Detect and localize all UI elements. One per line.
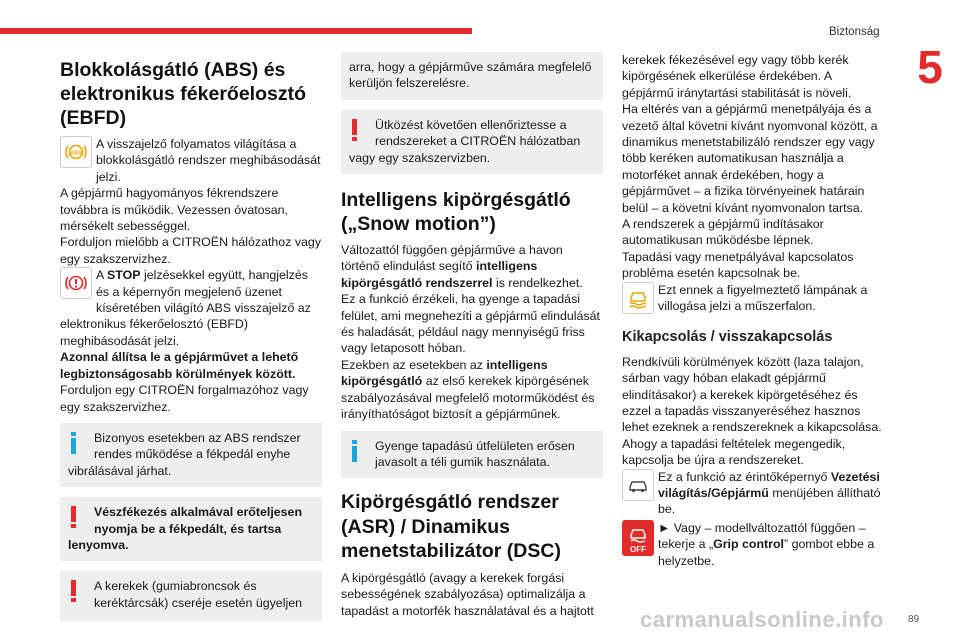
asr-lamp-text: Ezt ennek a figyelmeztető lámpának a villogása jelzi a műszerfalon. xyxy=(658,282,868,314)
warning-box-wheels xyxy=(60,571,322,621)
grip-control-block xyxy=(622,520,884,569)
ebfd-text: A STOP jelzésekkel együtt, hangjelzés és a képernyőn megjelenő üzenet kíséretében világító ABS visszajelző az elektronikus fékerőelosztó (EBFD) meghibásodását jelzi. xyxy=(60,268,311,348)
info-icon xyxy=(349,438,369,470)
asr-text-3: Ha eltérés van a gépjármű menetpályája és a vezető által követni kívánt nyomvonal között, a dinamikus menetstabilizáló rendszer egy vagy több keréken automatikusan használja a motorféket annak érdekében, hogy a gépjárművet – a fizika törvényeinek határain belül – a követni kívánt nyomvonalon tartsa. xyxy=(622,102,878,215)
column-1 xyxy=(60,58,322,631)
info-box-winter-tyres xyxy=(341,431,603,479)
watermark: carmanualsonline.info xyxy=(640,607,884,632)
warning-box-emergency-braking xyxy=(60,497,322,561)
brake-warning-icon xyxy=(60,267,92,299)
abs-text-2: A gépjármű hagyományos fékrendszere továbbra is működik. Vezessen óvatosan, mérsékelt sebességgel. xyxy=(60,186,288,234)
snow-motion-text-2: Ez a funkció érzékeli, ha gyenge a tapadási felület, ami megnehezíti a gépjármű elindulását és haladását, például nagy mennyiségű friss vagy letaposott hóban. xyxy=(341,292,600,356)
abs-text-3: Forduljon mielőbb a CITROËN hálózathoz vagy egy szakszervizhez. xyxy=(60,235,322,266)
info-box-text: Bizonyos esetekben az ABS rendszer rendes működése a fékpedál enyhe vibrálásával járhat. xyxy=(68,430,301,478)
warning-icon xyxy=(68,578,88,610)
asr-text-5: Tapadási vagy menetpályával kapcsolatos probléma esetén kapcsolnak be. xyxy=(622,249,854,281)
asr-text-1: A kipörgésgátló (avagy a kerekek forgási sebességének szabályozása) optimalizálja a tapadást a motorfék használatával és a hajtott xyxy=(341,570,594,618)
deactivation-text-1: Rendkívüli körülmények között (laza talajon, sárban vagy hóban elakadt gépjármű elindításakor) a kerekek kipörgetéséhez és ezzel a tapadás visszanyeréséhez hasznos lehet ezeknek a rendszereknek a kikapcsolása. xyxy=(622,354,882,435)
header-red-bar xyxy=(0,28,472,34)
warning-box-text: A kerekek (gumiabroncsok és keréktárcsák) cseréje esetén ügyeljen xyxy=(94,579,302,610)
warning-box-text: arra, hogy a gépjárműve számára megfelelő kerüljön felszerelésre. xyxy=(349,60,592,91)
warning-box-continued xyxy=(341,52,603,100)
svg-text:ABS: ABS xyxy=(70,150,82,157)
warning-box-collision xyxy=(341,110,603,174)
abs-title: Blokkolásgátló (ABS) és elektronikus fékerőelosztó (EBFD) xyxy=(60,59,306,129)
grip-control-off-icon xyxy=(622,520,654,556)
touchscreen-car-icon xyxy=(622,469,654,501)
touchscreen-text: Ez a funkció az érintőképernyő Vezetési világítás/Gépjármű menüjében állítható be. xyxy=(658,469,881,517)
off-label: OFF xyxy=(630,544,646,554)
abs-text-6: Forduljon egy CITROËN forgalmazóhoz vagy egy szakszervizhez. xyxy=(60,383,309,414)
column-3 xyxy=(622,52,884,569)
page-number: 89 xyxy=(908,614,920,625)
ebfd-paragraph-block xyxy=(60,267,322,349)
snow-motion-title: Intelligens kipörgésgátló („Snow motion”) xyxy=(341,189,571,236)
snow-motion-text-3: Ezekben az esetekben az intelligens kipörgésgátló az első kerekek kipörgésének szabályozásával megfelelő motorműködést és irányíthatóságot biztosít a gépjárműnek. xyxy=(341,357,595,422)
snow-motion-text-1: Változattól függően gépjárműve a havon történő elindulást segítő intelligens kipörgésgátló rendszerrel is rendelkezhet. xyxy=(341,243,583,290)
asr-text-4: A rendszerek a gépjármű indításakor automatikusan működésbe lépnek. xyxy=(622,217,824,248)
asr-text-2: kerekek fékezésével egy vagy több kerék kipörgésének elkerülése érdekében. A gépjármű iránytartási stabilitását is növeli. xyxy=(622,53,852,100)
traction-control-warning-icon xyxy=(622,282,654,314)
info-box-abs xyxy=(60,423,322,487)
warning-icon xyxy=(68,504,88,536)
abs-text-1: A visszajelző folyamatos világítása a blokkolásgátló rendszer meghibásodását jelzi. xyxy=(96,137,321,184)
grip-control-text: ► Vagy – modellváltozattól függően – tekerje a „Grip control” gombot ebbe a helyzetbe. xyxy=(658,520,875,568)
warning-box-text: Vészfékezés alkalmával erőteljesen nyomja be a fékpedált, és tartsa lenyomva. xyxy=(68,505,303,552)
abs-stop-instruction: Azonnal állítsa le a gépjárművet a lehető legbiztonságosabb körülmények között. xyxy=(60,350,299,381)
asr-lamp-block xyxy=(622,282,884,316)
chapter-number: 5 xyxy=(917,41,943,93)
deactivation-subtitle: Kikapcsolás / visszakapcsolás xyxy=(622,328,833,345)
touchscreen-block xyxy=(622,469,884,518)
asr-dsc-title: Kipörgésgátló rendszer (ASR) / Dinamikus menetstabilizátor (DSC) xyxy=(341,491,561,563)
warning-icon xyxy=(349,117,369,149)
info-box-text: Gyenge tapadású útfelületen erősen javasolt a téli gumik használata. xyxy=(375,438,575,469)
section-title: Biztonság xyxy=(829,26,880,38)
column-2 xyxy=(341,52,603,619)
abs-paragraph-block xyxy=(60,136,322,185)
info-icon xyxy=(68,430,88,462)
abs-warning-icon xyxy=(60,136,92,168)
warning-box-text: Ütközést követően ellenőriztesse a rendszereket a CITROËN hálózatban vagy egy szakszervizben. xyxy=(349,117,581,165)
deactivation-text-2: Ahogy a tapadási feltételek megengedik, kapcsolja be újra a rendszereket. xyxy=(622,436,846,468)
